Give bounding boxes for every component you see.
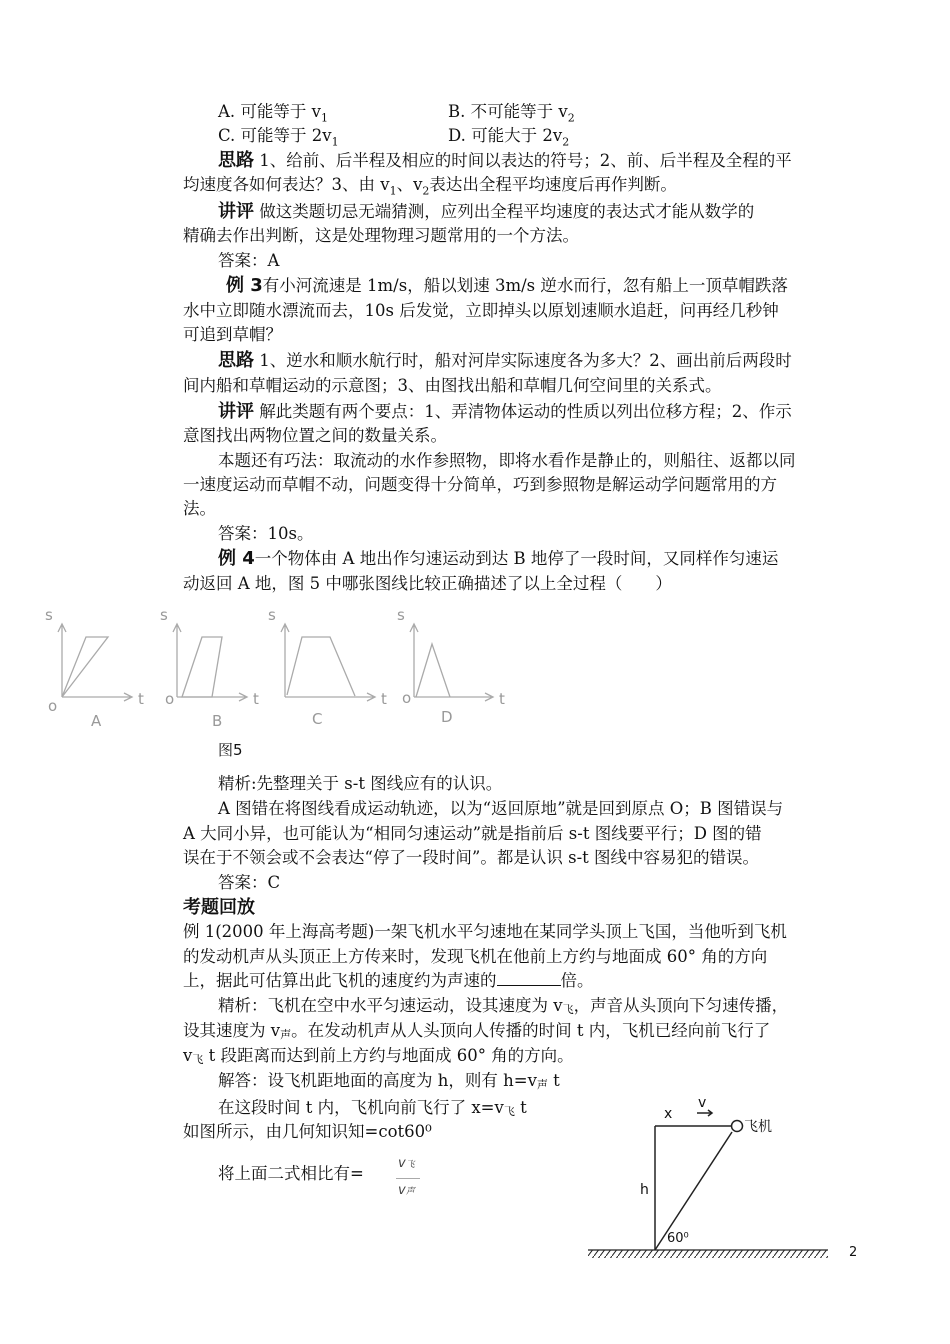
graph-a-origin: o: [48, 697, 58, 715]
ex3-trick-line2: 一速度运动而草帽不动，问题变得十分简单，巧到参照物是解运动学问题常用的方: [183, 475, 777, 494]
graph-a-line: [62, 637, 108, 697]
ex4-question-line1: 例 4一个物体由 A 地出作匀速运动到达 B 地停了一段时间，又同样作匀速运: [218, 548, 779, 569]
ex4-jingxi-line3: A 大同小异，也可能认为“相同匀速运动”就是指前后 s-t 图线要平行；D 图的错: [183, 824, 762, 843]
ex4-jingxi-line4: 误在于不领会或不会表达“停了一段时间”。都是认识 s-t 图线中容易犯的错误。: [183, 848, 760, 867]
ex3-trick-line1: 本题还有巧法：取流动的水作参照物，即将水看作是静止的，则船往、返都以同: [218, 451, 796, 470]
ex2-silu-line2: 均速度各如何表达？3、由 $v_1$、$v_2$表达出全程平均速度后再作判断。: [183, 175, 677, 198]
graph-d-axis-t: t: [499, 690, 505, 708]
ground-hatching: [588, 1250, 828, 1258]
diagram-h-label: h: [640, 1182, 649, 1198]
graph-b-axis-s: s: [160, 606, 168, 624]
diagram-v-label: v: [698, 1095, 707, 1111]
ex3-question-line3: 可追到草帽？: [183, 325, 282, 344]
graph-c-axis-t: t: [381, 690, 387, 708]
kaoti-jingxi-line3: v飞 t 段距离而达到前上方约与地面成 60° 角的方向。: [183, 1046, 574, 1066]
kaoti-jingxi-line1: 精析：飞机在空中水平匀速运动，设其速度为 v飞，声音从头顶向下匀速传播，: [218, 996, 789, 1016]
kaoti-jieda-line3: 如图所示，由几何知识知=cot60⁰: [183, 1122, 432, 1141]
kaoti-jieda-line1: 解答：设飞机距地面的高度为 h，则有 h=v声 t: [218, 1071, 560, 1091]
ex3-trick-line3: 法。: [183, 499, 216, 518]
ex4-question-line2: 动返回 A 地，图 5 中哪张图线比较正确描述了以上全过程（ ）: [183, 574, 672, 593]
graph-c-line: [287, 637, 355, 696]
graph-d-origin: o: [402, 689, 412, 707]
ex2-answer: 答案：A: [218, 251, 280, 270]
choice-a: A. 可能等于 $v_1$: [218, 102, 328, 125]
graph-b-label: B: [212, 712, 223, 730]
graph-b-axes: [173, 624, 247, 701]
section-heading: 考题回放: [183, 897, 255, 918]
kaoti-jieda-line2: 在这段时间 t 内，飞机向前飞行了 x=v飞 t: [218, 1098, 527, 1118]
kaoti-line1: 例 1(2000 年上海高考题)一架飞机水平匀速地在某同学头顶上飞国，当他听到飞机: [183, 922, 787, 941]
page-number: 2: [849, 1245, 858, 1260]
graph-a-axes: [58, 624, 132, 701]
graph-b-axis-t: t: [253, 690, 259, 708]
diagram-x-label: x: [664, 1106, 673, 1122]
ex2-jiangping-line1: 讲评 做这类题切忌无端猜测，应列出全程平均速度的表达式才能从数学的: [218, 201, 755, 222]
graph-a-label: A: [91, 712, 102, 730]
ex3-jiangping-line1: 讲评 解此类题有两个要点：1、弄清物体运动的性质以列出位移方程；2、作示: [218, 401, 792, 422]
graph-d-axis-s: s: [397, 606, 405, 624]
choice-d: D. 可能大于 $2v_2$: [448, 126, 570, 149]
graph-b-line: [182, 637, 222, 697]
figure-caption: 图5: [218, 741, 243, 759]
ex2-jiangping-line2: 精确去作出判断，这是处理物理习题常用的一个方法。: [183, 226, 579, 245]
diagram-angle-label: 60⁰: [667, 1231, 689, 1246]
answer-blank: [497, 971, 561, 986]
ex2-silu-line1: 思路 1、给前、后半程及相应的时间以表达的符号；2、前、后半程及全程的平: [218, 150, 792, 171]
plane-circle: [732, 1121, 743, 1132]
choice-c: C. 可能等于 $2v_1$: [218, 126, 339, 149]
graph-d-line: [416, 644, 450, 697]
fraction-bar: [396, 1178, 420, 1179]
graph-c-axes: [281, 624, 375, 701]
hypotenuse-line: [655, 1132, 732, 1250]
ex3-question-line2: 水中立即随水漂流而去，10s 后发觉，立即掉头以原划速顺水追赶，问再经几秒钟: [183, 301, 779, 320]
kaoti-jingxi-line2: 设其速度为 v声。在发动机声从人头顶向人传播的时间 t 内，飞机已经向前飞行了: [183, 1021, 771, 1041]
kaoti-line3: 上，据此可估算出此飞机的速度约为声速的 倍。: [183, 971, 594, 990]
graph-d-label: D: [441, 708, 453, 726]
ex4-answer: 答案：C: [218, 873, 281, 892]
kaoti-jieda-line4: 将上面二式相比有=: [218, 1164, 364, 1183]
ex3-jiangping-line2: 意图找出两物位置之间的数量关系。: [183, 426, 447, 445]
velocity-arrowhead: [708, 1110, 712, 1116]
diagram-plane-label: 飞机: [744, 1119, 772, 1135]
choice-b: B. 不可能等于 $v_2$: [448, 102, 575, 125]
ex4-jingxi-line2: A 图错在将图线看成运动轨迹，以为“返回原地”就是回到原点 O；B 图错误与: [218, 799, 784, 818]
graph-a-axis-t: t: [138, 690, 144, 708]
kaoti-line2: 的发动机声从头顶正上方传来时，发现飞机在他前上方约与地面成 60° 角的方向: [183, 947, 768, 966]
fraction-numerator: v飞: [398, 1156, 415, 1171]
ex3-silu-line2: 间内船和草帽运动的示意图；3、由图找出船和草帽几何空间里的关系式。: [183, 376, 722, 395]
graph-d-axes: [410, 624, 493, 701]
ex4-jingxi-line1: 精析:先整理关于 s-t 图线应有的认识。: [218, 774, 503, 793]
graph-c-axis-s: s: [268, 606, 276, 624]
fraction-denominator: v声: [398, 1183, 415, 1198]
ex3-answer: 答案：10s。: [218, 524, 314, 543]
graph-b-origin: o: [165, 690, 175, 708]
ex3-silu-line1: 思路 1、逆水和顺水航行时，船对河岸实际速度各为多大？2、画出前后两段时: [218, 350, 792, 371]
ex3-question-line1: 例 3有小河流速是 1m/s，船以划速 3m/s 逆水而行，忽有船上一顶草帽跌落: [226, 275, 788, 296]
graph-a-axis-s: s: [45, 606, 53, 624]
graph-c-label: C: [312, 710, 323, 728]
